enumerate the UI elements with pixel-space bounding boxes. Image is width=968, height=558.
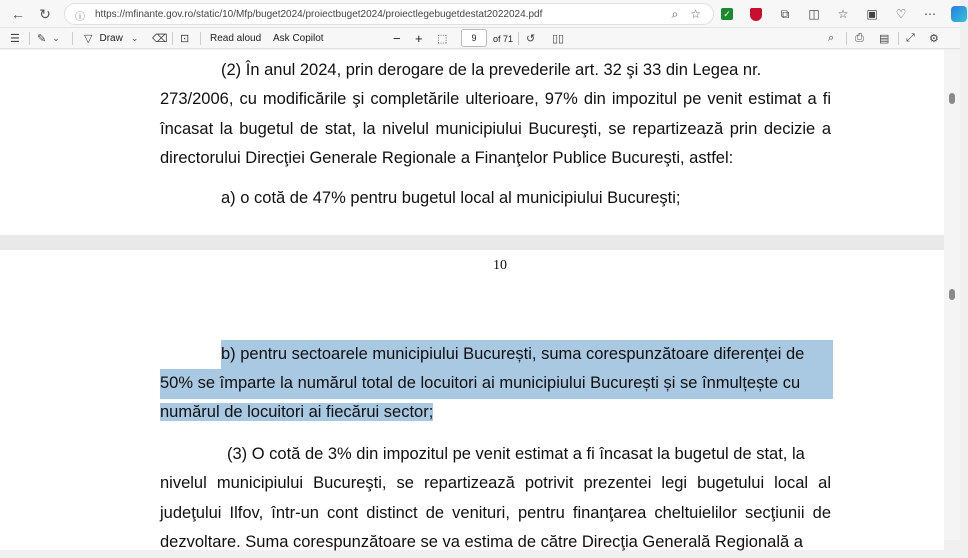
draw-button[interactable]: ▽ Draw ⌄ xyxy=(84,33,139,45)
split-screen-icon[interactable]: ◫ xyxy=(808,7,820,21)
page-total: of 71 xyxy=(493,33,514,44)
extensions-icon[interactable]: ⧉ xyxy=(780,6,790,21)
extension-shield-icon[interactable] xyxy=(747,5,765,23)
more-menu-icon[interactable]: ⋯ xyxy=(924,7,936,21)
site-info-icon[interactable]: ⓘ xyxy=(75,12,85,23)
paragraph-3-body: nivelul municipiului Bucureşti, se repartizează potrivit prezentei legi bugetului local al judeţului Ilfov, într-un cont distinct de venituri, pentru finanţarea cheltuielilor secţiunii de dezvoltare. Suma corespunzătoare se va estima de către Direcţia Generală Regională a xyxy=(160,474,831,551)
draw-icon: ▽ xyxy=(84,33,93,45)
chevron-down-icon: ⌄ xyxy=(130,33,139,43)
zoom-out-button[interactable]: − xyxy=(393,31,401,46)
scrollbar-thumb-lower[interactable] xyxy=(949,289,955,300)
selected-text-item-b-line-2[interactable]: 50% se împarte la numărul total de locuitori ai municipiului București și se înmulțește cu xyxy=(160,369,833,399)
read-aloud-button[interactable]: Read aloud xyxy=(210,33,262,44)
favorites-icon[interactable]: ☆ xyxy=(837,7,849,21)
search-icon[interactable]: ⌕ xyxy=(828,32,835,44)
selected-text-item-b-line-3[interactable]: numărul de locuitori ai fiecărui sector; xyxy=(160,403,434,421)
print-icon[interactable]: ⎙ xyxy=(855,32,864,44)
pdf-page-10 xyxy=(0,250,944,550)
url-text: https://mfinante.gov.ro/static/10/Mfp/buget2024/proiectbuget2024/proiectlegebugetdestat2022024.pdf xyxy=(95,8,543,20)
browser-essentials-icon[interactable]: ♡ xyxy=(895,7,907,21)
vertical-scrollbar[interactable] xyxy=(944,50,960,540)
collections-icon[interactable]: ▣ xyxy=(866,7,878,21)
zoom-icon[interactable]: ⌕ xyxy=(671,7,679,21)
pdf-page-9 xyxy=(0,50,944,235)
favorite-star-icon[interactable]: ☆ xyxy=(690,7,701,21)
settings-gear-icon[interactable]: ⚙ xyxy=(929,33,939,45)
fit-page-icon[interactable]: ⬚ xyxy=(437,33,448,45)
list-item-a: a) o cotă de 47% pentru bugetul local al municipiului Bucureşti; xyxy=(221,189,681,207)
extension-check-icon[interactable]: ✓ xyxy=(718,5,736,23)
eraser-icon[interactable]: ⌫ xyxy=(152,33,168,45)
selected-text-item-b-line-1[interactable]: b) pentru sectoarele municipiului București, suma corespunzătoare diferenței de xyxy=(221,340,833,370)
back-icon[interactable]: ← xyxy=(11,6,25,22)
paragraph-2-body: 273/2006, cu modificările şi completările ulterioare, 97% din impozitul pe venit estimat a fi încasat la bugetul de stat, la nivelul municipiului Bucureşti, se repartizează prin decizie a directorului Direcţiei Generale Regionale a Finanţelor Publice Bucureşti, astfel: xyxy=(160,90,831,167)
paragraph-2-first-line: (2) În anul 2024, prin derogare de la prevederile art. 32 şi 33 din Legea nr. xyxy=(221,61,762,79)
page-number-input[interactable]: 9 xyxy=(461,29,487,47)
pdf-toolbar xyxy=(0,28,960,49)
pdf-viewer[interactable] xyxy=(0,50,960,551)
address-bar[interactable] xyxy=(64,3,714,25)
ask-copilot-button[interactable]: Ask Copilot xyxy=(273,33,324,44)
text-box-icon[interactable]: ⊡ xyxy=(180,33,190,45)
fullscreen-icon[interactable]: ⤢ xyxy=(906,32,915,44)
highlight-icon[interactable]: ✎ ⌄ xyxy=(37,33,60,45)
copilot-icon[interactable] xyxy=(950,5,968,23)
page-number: 10 xyxy=(493,258,507,273)
refresh-icon[interactable]: ↻ xyxy=(39,5,51,22)
zoom-in-button[interactable]: + xyxy=(415,31,423,46)
scrollbar-thumb-upper[interactable] xyxy=(949,93,955,104)
save-icon[interactable]: ▤ xyxy=(879,33,890,45)
rotate-icon[interactable]: ↺ xyxy=(526,33,536,45)
paragraph-3-first-line: (3) O cotă de 3% din impozitul pe venit estimat a fi încasat la bugetul de stat, la xyxy=(227,445,805,463)
page-view-icon[interactable]: ▯▯ xyxy=(552,33,565,45)
browser-toolbar xyxy=(0,0,960,28)
contents-icon[interactable]: ☰ xyxy=(10,33,20,45)
